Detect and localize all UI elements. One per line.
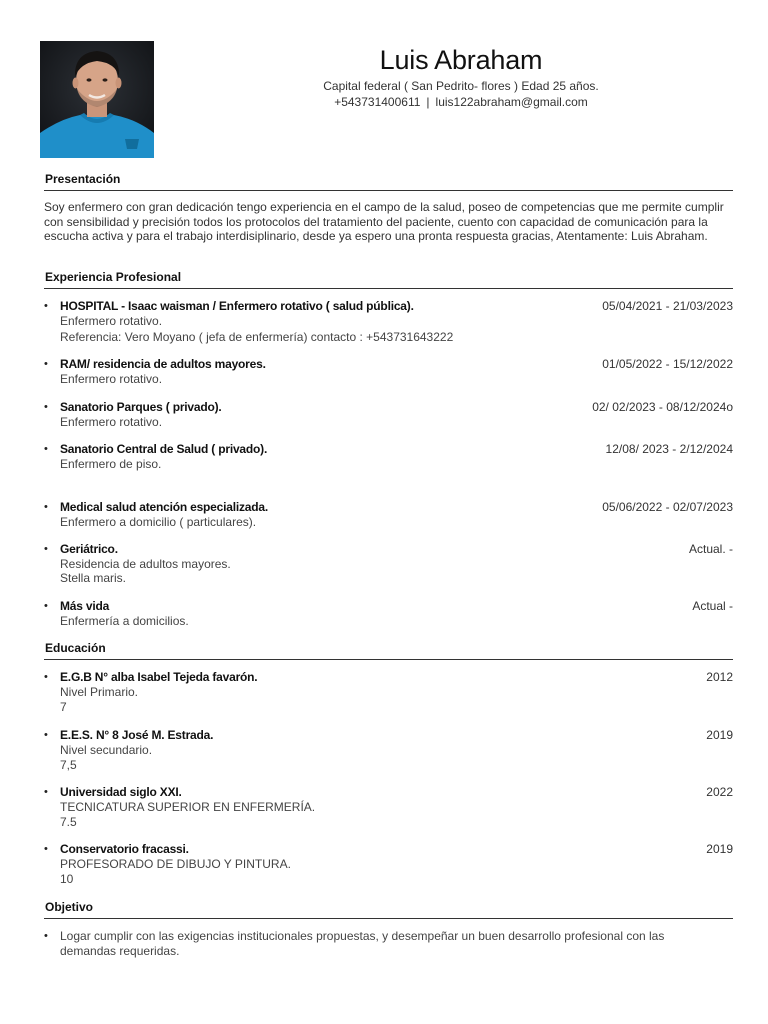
bullet-point: • (44, 671, 48, 683)
experience-date: Actual. - (688, 542, 733, 556)
experience-title-text: RAM/ residencia de adultos mayores. (60, 357, 266, 371)
phone-number: +543731400611 (334, 95, 421, 109)
bullet-point: • (44, 300, 48, 312)
education-grade: 10 (60, 872, 74, 886)
experience-detail: Enfermería a domicilios. (60, 614, 189, 628)
experience-date: 12/08/ 2023 - 2/12/2024 (605, 442, 733, 456)
location-age: Capital federal ( San Pedrito- flores ) Edad 25 años. (323, 79, 599, 93)
education-detail: PROFESORADO DE DIBUJO Y PINTURA. (60, 857, 291, 871)
education-grade: 7,5 (60, 758, 77, 772)
education-institution: Conservatorio fracassi. (60, 842, 189, 856)
education-year: 2019 (706, 842, 733, 856)
education-institution: Universidad siglo XXI. (60, 785, 182, 799)
experience-detail: Enfermero a domicilio ( particulares). (60, 515, 257, 529)
experience-date: 01/05/2022 - 15/12/2022 (602, 357, 733, 371)
bullet-point: • (44, 401, 48, 413)
profile-photo (40, 41, 154, 158)
email-address: luis122abraham@gmail.com (435, 95, 588, 109)
experience-detail: Residencia de adultos mayores. (60, 557, 231, 571)
bullet-point: • (44, 543, 48, 555)
experience-title-text: Medical salud atención especializada. (60, 500, 269, 514)
education-detail: Nivel Primario. (60, 685, 139, 699)
education-section (44, 640, 733, 886)
objective-text: Logar cumplir con las exigencias institucionales propuestas, y desempeñar un buen desarrollo profesional con las demandas requeridas. (60, 929, 665, 958)
experience-title-text: HOSPITAL - Isaac waisman / Enfermero rotativo ( salud pública). (60, 299, 414, 313)
profile-photo-illustration (40, 41, 154, 158)
experience-title-text: Geriátrico. (60, 542, 118, 556)
experience-title-text: Sanatorio Parques ( privado). (60, 400, 222, 414)
bullet-point: • (44, 600, 48, 612)
education-year: 2019 (706, 728, 733, 742)
education-year: 2022 (706, 785, 733, 799)
education-grade: 7 (60, 700, 67, 714)
experience-detail: Stella maris. (60, 571, 127, 585)
experience-date: Actual - (692, 599, 733, 613)
bullet-point: • (44, 930, 48, 942)
bullet-point: • (44, 786, 48, 798)
education-grade: 7.5 (60, 815, 77, 829)
bullet-point: • (44, 358, 48, 370)
education-institution: E.E.S. N° 8 José M. Estrada. (60, 728, 214, 742)
bullet-point: • (44, 501, 48, 513)
experience-date: 05/04/2021 - 21/03/2023 (602, 299, 733, 313)
experience-detail: Referencia: Vero Moyano ( jefa de enfermería) contacto : +543731643222 (60, 330, 454, 344)
experience-detail: Enfermero rotativo. (60, 415, 163, 429)
education-detail: TECNICATURA SUPERIOR EN ENFERMERÍA. (60, 800, 316, 814)
bullet-point: • (44, 443, 48, 455)
contact-info (154, 94, 768, 110)
presentation-text: Soy enfermero con gran dedicación tengo experiencia en el campo de la salud, poseo de competencias que me permite cumplir con sensibilidad y precisión todos los protocolos del tratamiento del paciente, cuento con capacidad de comunicación para la escucha activa y para el trabajo interdisiplinario, desde ya espero una pronta respuesta gracias, Atentamente: Luis Abraham. (44, 200, 724, 243)
experience-title: Experiencia Profesional (44, 269, 733, 289)
resume-header (154, 44, 768, 110)
bullet-point: • (44, 843, 48, 855)
experience-title-text: Más vida (60, 599, 110, 613)
experience-detail: Enfermero rotativo. (60, 314, 163, 328)
education-detail: Nivel secundario. (60, 743, 153, 757)
experience-date: 05/06/2022 - 02/07/2023 (602, 500, 733, 514)
objective-section (44, 899, 733, 958)
education-year: 2012 (706, 670, 733, 684)
presentation-title: Presentación (44, 171, 733, 191)
education-title: Educación (44, 640, 733, 660)
presentation-section (44, 171, 733, 244)
contact-separator: | (426, 95, 430, 109)
bullet-point: • (44, 729, 48, 741)
education-institution: E.G.B N° alba Isabel Tejeda favarón. (60, 670, 258, 684)
experience-detail: Enfermero rotativo. (60, 372, 163, 386)
experience-section (44, 269, 733, 628)
candidate-name: Luis Abraham (379, 45, 543, 75)
experience-title-text: Sanatorio Central de Salud ( privado). (60, 442, 268, 456)
experience-detail: Enfermero de piso. (60, 457, 162, 471)
experience-date: 02/ 02/2023 - 08/12/2024o (592, 400, 733, 414)
objective-title: Objetivo (44, 899, 733, 919)
